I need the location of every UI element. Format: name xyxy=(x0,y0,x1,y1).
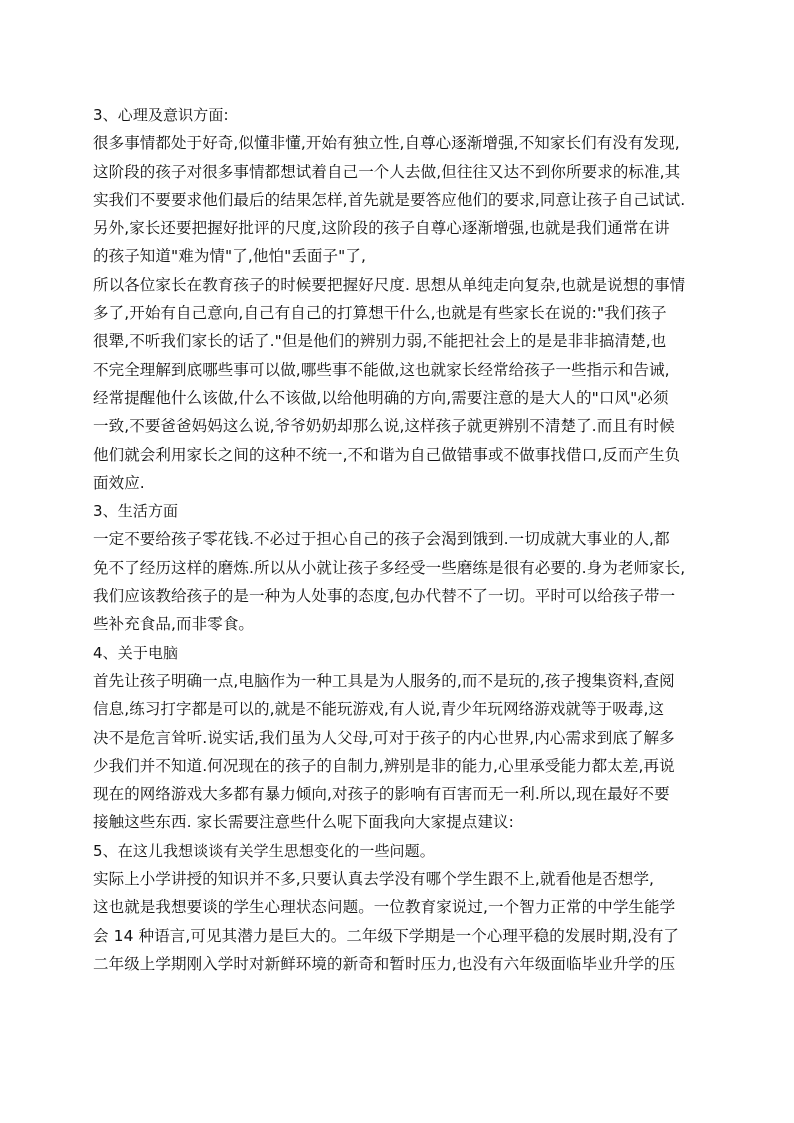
paragraph-line: 经常提醒他什么该做,什么不该做,以给他明确的方向,需要注意的是大人的"口风"必须 xyxy=(93,388,669,407)
paragraph-line: 他们就会利用家长之间的这种不统一,不和谐为自己做错事或不做事找借口,反而产生负 xyxy=(93,445,681,464)
paragraph-line: 很多事情都处于好奇,似懂非懂,开始有独立性,自尊心逐渐增强,不知家长们有没有发现, xyxy=(93,134,680,153)
paragraph-line: 少我们并不知道.何况现在的孩子的自制力,辨别是非的能力,心里承受能力都太差,再说 xyxy=(93,756,675,775)
paragraph-line: 会 14 种语言,可见其潜力是巨大的。二年级下学期是一个心理平稳的发展时期,没有了 xyxy=(93,926,680,945)
paragraph-line: 实我们不要要求他们最后的结果怎样,首先就是要答应他们的要求,同意让孩子自己试试. xyxy=(93,190,686,209)
paragraph-line: 不完全理解到底哪些事可以做,哪些事不能做,这也就家长经常给孩子一些指示和告诫, xyxy=(93,360,670,379)
paragraph-line: 首先让孩子明确一点,电脑作为一种工具是为人服务的,而不是玩的,孩子搜集资料,查阅 xyxy=(93,671,675,690)
paragraph-line: 多了,开始有自己意向,自己有自己的打算想干什么,也就是有些家长在说的:"我们孩子 xyxy=(93,304,667,323)
paragraph-line: 的孩子知道"难为情"了,他怕"丢面子"了, xyxy=(93,247,366,266)
paragraph-line: 这阶段的孩子对很多事情都想试着自己一个人去做,但往往又达不到你所要求的标准,其 xyxy=(93,162,681,181)
paragraph-line: 实际上小学讲授的知识并不多,只要认真去学没有哪个学生跟不上,就看他是否想学, xyxy=(93,870,655,889)
paragraph-line: 些补充食品,而非零食。 xyxy=(93,615,255,634)
section-heading: 5、在这儿我想谈谈有关学生思想变化的一些问题。 xyxy=(93,841,435,860)
paragraph-line: 免不了经历这样的磨炼.所以从小就让孩子多经受一些磨练是很有必要的.身为老师家长, xyxy=(93,558,686,577)
paragraph-line: 很犟,不听我们家长的话了."但是他们的辨别力弱,不能把社会上的是是非非搞清楚,也 xyxy=(93,332,667,351)
paragraph-line: 一定不要给孩子零花钱.不必过于担心自己的孩子会渴到饿到.一切成就大事业的人,都 xyxy=(93,530,670,549)
paragraph-line: 所以各位家长在教育孩子的时候要把握好尺度. 思想从单纯走向复杂,也就是说想的事情 xyxy=(93,275,686,294)
paragraph-line: 决不是危言耸听.说实话,我们虽为人父母,可对于孩子的内心世界,内心需求到底了解多 xyxy=(93,728,675,747)
paragraph-line: 我们应该教给孩子的是一种为人处事的态度,包办代替不了一切。平时可以给孩子带一 xyxy=(93,587,676,606)
paragraph-line: 另外,家长还要把握好批评的尺度,这阶段的孩子自尊心逐渐增强,也就是我们通常在讲 xyxy=(93,219,670,238)
paragraph-line: 面效应. xyxy=(93,473,145,492)
paragraph-line: 接触这些东西. 家长需要注意些什么呢下面我向大家提点建议: xyxy=(93,813,514,832)
document-body xyxy=(93,101,713,978)
paragraph-line: 一致,不要爸爸妈妈这么说,爷爷奶奶却那么说,这样孩子就更辨别不清楚了.而且有时候 xyxy=(93,417,675,436)
paragraph-line: 这也就是我想要谈的学生心理状态问题。一位教育家说过,一个智力正常的中学生能学 xyxy=(93,898,676,917)
paragraph-line: 现在的网络游戏大多都有暴力倾向,对孩子的影响有百害而无一利.所以,现在最好不要 xyxy=(93,785,670,804)
section-heading: 4、关于电脑 xyxy=(93,643,179,662)
section-heading: 3、生活方面 xyxy=(93,502,179,521)
paragraph-line: 二年级上学期刚入学时对新鲜环境的新奇和暂时压力,也没有六年级面临毕业升学的压 xyxy=(93,954,676,973)
paragraph-line: 信息,练习打字都是可以的,就是不能玩游戏,有人说,青少年玩网络游戏就等于吸毒,这 xyxy=(93,700,665,719)
section-heading: 3、心理及意识方面: xyxy=(93,106,229,124)
